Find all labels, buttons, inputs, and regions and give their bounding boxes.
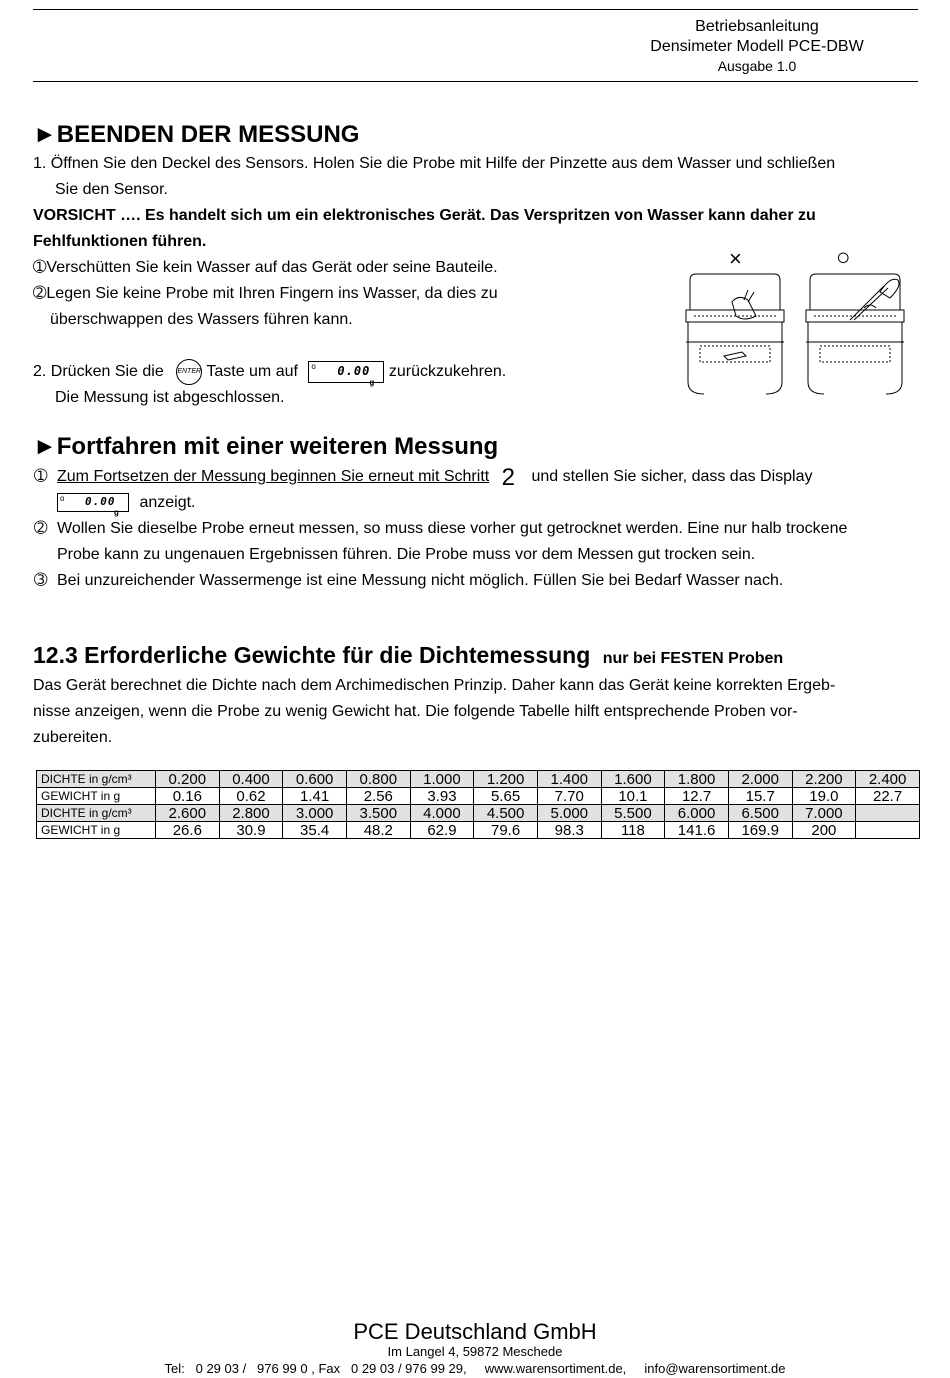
table-cell: 2.400 — [856, 771, 920, 788]
lcd-display-unit: g — [369, 378, 375, 387]
lcd-display-small-icon: o 0.00 g — [57, 493, 129, 512]
table-cell: 2.600 — [156, 805, 220, 822]
table-row — [37, 822, 920, 839]
continue-item1-line1 — [57, 464, 813, 491]
enter-key-icon: ENTER — [176, 359, 202, 385]
sample-handling-illustration — [684, 246, 906, 396]
lcd-display-value: 0.00 — [337, 364, 371, 378]
table-cell: 5.65 — [474, 788, 538, 805]
table-cell: 3.500 — [346, 805, 410, 822]
table-cell: 19.0 — [792, 788, 856, 805]
section-weights-heading — [33, 642, 783, 669]
table-row-label: DICHTE in g/cm³ — [37, 771, 156, 788]
footer-contact: Tel: 0 29 03 / 976 99 0 , Fax 0 29 03 / 976 99 29, www.warensortiment.de, info@warensortiment.de — [164, 1361, 786, 1376]
end-note2-line1: ➁Legen Sie keine Probe mit Ihren Fingern ins Wasser, da dies zu — [33, 285, 498, 302]
table-cell: 5.000 — [537, 805, 601, 822]
table-cell: 6.000 — [665, 805, 729, 822]
correct-mark-icon: ○ — [836, 244, 851, 271]
table-cell: 12.7 — [665, 788, 729, 805]
footer-company: PCE Deutschland GmbH — [353, 1319, 597, 1344]
footer-address: Im Langel 4, 59872 Meschede — [387, 1344, 563, 1359]
header-top-rule — [33, 9, 918, 10]
table-cell: 3.93 — [410, 788, 474, 805]
end-step2-line — [33, 359, 506, 385]
end-step1-line2: Sie den Sensor. — [55, 181, 168, 198]
weights-para-line1: Das Gerät berechnet die Dichte nach dem Archimedischen Prinzip. Daher kann das Gerät keine korrekten Ergeb- — [33, 677, 836, 694]
table-cell: 2.200 — [792, 771, 856, 788]
table-cell: 35.4 — [283, 822, 347, 839]
end-warning-line1: VORSICHT …. Es handelt sich um ein elektronisches Gerät. Das Verspritzen von Wasser kann daher zu — [33, 207, 816, 224]
table-cell: 0.16 — [156, 788, 220, 805]
lcd-display-small-value: 0.00 — [85, 495, 116, 509]
table-cell: 15.7 — [728, 788, 792, 805]
table-cell: 1.41 — [283, 788, 347, 805]
table-cell: 1.600 — [601, 771, 665, 788]
continue-item3-line1: Bei unzureichender Wassermenge ist eine Messung nicht möglich. Füllen Sie bei Bedarf Wasser nach. — [57, 572, 784, 589]
continue-item1-line2 — [57, 490, 196, 516]
table-cell: 0.200 — [156, 771, 220, 788]
densimeter-drawings-icon — [684, 272, 906, 396]
table-cell: 3.000 — [283, 805, 347, 822]
wrong-mark-icon: × — [729, 246, 742, 271]
table-cell: 141.6 — [665, 822, 729, 839]
table-cell: 2.000 — [728, 771, 792, 788]
table-cell: 0.600 — [283, 771, 347, 788]
table-row — [37, 771, 920, 788]
table-row-label: DICHTE in g/cm³ — [37, 805, 156, 822]
continue-item3-marker: ➂ — [34, 572, 48, 589]
table-cell: 30.9 — [219, 822, 283, 839]
table-cell: 48.2 — [346, 822, 410, 839]
header-doc-type: Betriebsanleitung — [695, 18, 819, 35]
table-row — [37, 788, 920, 805]
continue-item1-text-b: und stellen Sie sicher, dass das Display — [531, 468, 813, 485]
table-cell — [856, 822, 920, 839]
table-cell: 169.9 — [728, 822, 792, 839]
section-continue-title: ►Fortfahren mit einer weiteren Messung — [33, 433, 499, 460]
lcd-display-icon: o 0.00 g — [308, 361, 384, 383]
end-step2-mid: Taste um auf — [206, 363, 298, 381]
table-cell: 22.7 — [856, 788, 920, 805]
section-weights-subtitle: nur bei FESTEN Proben — [602, 650, 784, 667]
table-row — [37, 805, 920, 822]
table-cell: 0.400 — [219, 771, 283, 788]
table-cell: 1.200 — [474, 771, 538, 788]
table-cell: 1.400 — [537, 771, 601, 788]
header-bottom-rule — [33, 81, 918, 82]
header-edition: Ausgabe 1.0 — [717, 58, 797, 74]
weights-para-line3: zubereiten. — [33, 729, 113, 746]
table-cell — [856, 805, 920, 822]
table-cell: 0.62 — [219, 788, 283, 805]
table-cell: 4.000 — [410, 805, 474, 822]
table-row-label: GEWICHT in g — [37, 822, 156, 839]
continue-item1-text-a: Zum Fortsetzen der Messung beginnen Sie erneut mit Schritt — [57, 468, 490, 485]
table-cell: 7.000 — [792, 805, 856, 822]
continue-item2-line1: Wollen Sie dieselbe Probe erneut messen, so muss diese vorher gut getrocknet werden. Eine nur halb trockene — [57, 520, 848, 537]
table-cell: 4.500 — [474, 805, 538, 822]
end-note2-line2: überschwappen des Wassers führen kann. — [50, 311, 353, 328]
table-cell: 2.800 — [219, 805, 283, 822]
table-cell: 200 — [792, 822, 856, 839]
table-cell: 5.500 — [601, 805, 665, 822]
table-cell: 0.800 — [346, 771, 410, 788]
end-note1: ➀Verschütten Sie kein Wasser auf das Gerät oder seine Bauteile. — [33, 259, 498, 276]
table-cell: 79.6 — [474, 822, 538, 839]
header-model: Densimeter Modell PCE-DBW — [650, 38, 864, 55]
table-cell: 62.9 — [410, 822, 474, 839]
end-warning-line2: Fehlfunktionen führen. — [33, 233, 207, 250]
section-end-title: ►BEENDEN DER MESSUNG — [33, 121, 360, 148]
end-step2-post: zurückzukehren. — [388, 363, 507, 381]
table-cell: 7.70 — [537, 788, 601, 805]
continue-item1-step: 2 — [501, 464, 516, 491]
section-weights-title: 12.3 Erforderliche Gewichte für die Dichtemessung — [33, 642, 591, 668]
table-cell: 118 — [601, 822, 665, 839]
end-step1-line1: 1. Öffnen Sie den Deckel des Sensors. Holen Sie die Probe mit Hilfe der Pinzette aus dem Wasser und schließen — [33, 155, 836, 172]
density-weight-table — [36, 770, 920, 839]
lcd-display-small-unit: g — [114, 508, 119, 518]
table-cell: 6.500 — [728, 805, 792, 822]
table-cell: 10.1 — [601, 788, 665, 805]
table-cell: 98.3 — [537, 822, 601, 839]
continue-item1-text-c: anzeigt. — [139, 494, 196, 511]
table-cell: 1.000 — [410, 771, 474, 788]
table-cell: 2.56 — [346, 788, 410, 805]
continue-item2-marker: ➁ — [34, 520, 48, 537]
table-cell: 26.6 — [156, 822, 220, 839]
continue-item1-marker: ➀ — [34, 468, 48, 485]
continue-item2-line2: Probe kann zu ungenauen Ergebnissen führen. Die Probe muss vor dem Messen gut trocken sein. — [57, 546, 756, 563]
weights-para-line2: nisse anzeigen, wenn die Probe zu wenig Gewicht hat. Die folgende Tabelle hilft entsprechende Proben vor- — [33, 703, 798, 720]
table-row-label: GEWICHT in g — [37, 788, 156, 805]
table-cell: 1.800 — [665, 771, 729, 788]
end-step2-pre: 2. Drücken Sie die — [33, 363, 164, 381]
end-step2-line2: Die Messung ist abgeschlossen. — [55, 389, 285, 406]
